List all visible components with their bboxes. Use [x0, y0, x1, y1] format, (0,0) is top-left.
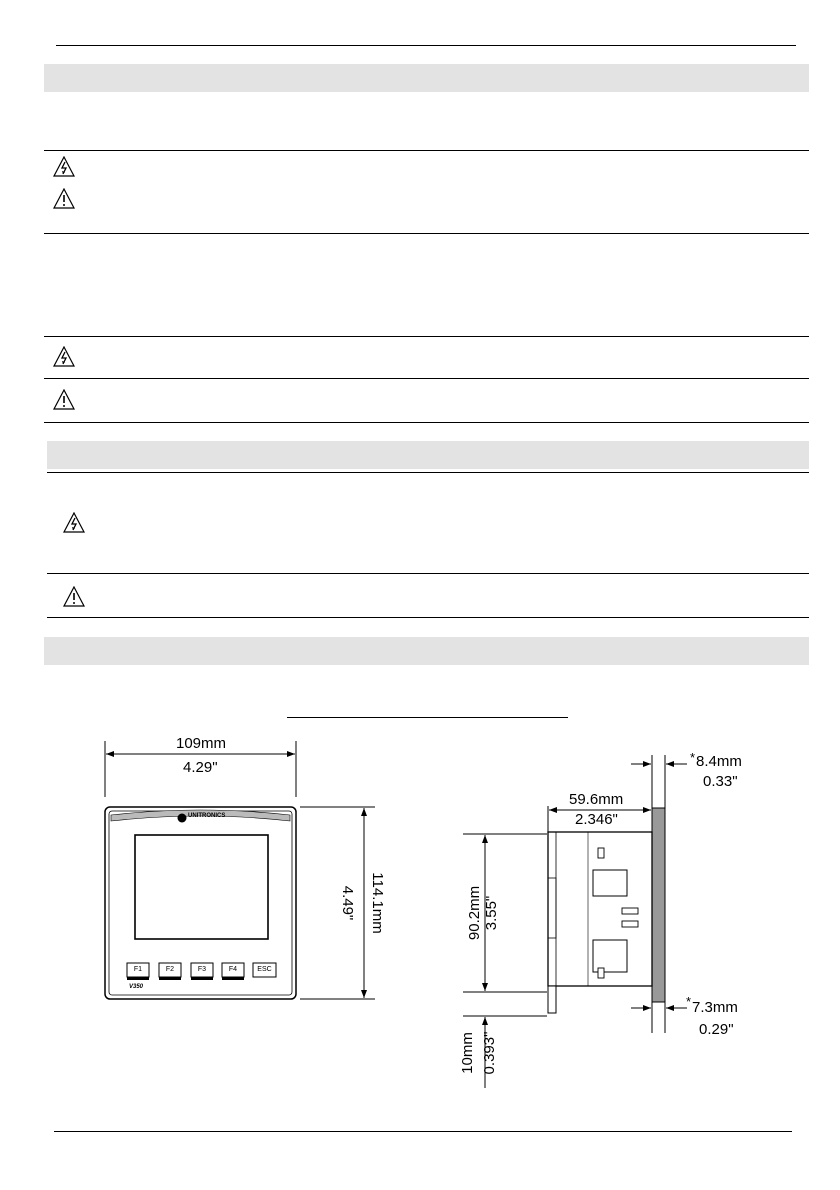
bottom-bezel-mm: 7.3mm	[692, 999, 738, 1016]
bottom-bezel-in: 0.29"	[699, 1021, 734, 1038]
divider	[44, 336, 809, 337]
model-label: V350	[129, 984, 144, 990]
electric-shock-warning-icon	[53, 156, 75, 178]
key-f4: F4	[228, 966, 238, 973]
clearance-in: 0.393"	[481, 1031, 498, 1075]
clearance-mm: 10mm	[459, 1032, 476, 1074]
divider	[44, 150, 809, 151]
side-depth-mm: 59.6mm	[569, 791, 624, 808]
section-header-band-1	[44, 64, 809, 92]
front-view-drawing	[95, 735, 395, 1015]
brand-logo-text: UNITRONICS	[188, 813, 226, 819]
bottom-bezel-mark: *	[686, 994, 692, 1009]
electric-shock-warning-icon	[63, 512, 85, 534]
caution-triangle-icon	[53, 389, 75, 411]
top-bezel-mark: *	[690, 750, 696, 765]
divider	[44, 378, 809, 379]
top-bezel-mm: 8.4mm	[696, 753, 742, 770]
divider	[47, 472, 809, 473]
section-header-band-3	[44, 637, 809, 665]
cutout-in: 3.55"	[483, 895, 500, 931]
key-f1: F1	[133, 966, 143, 973]
key-f2: F2	[165, 966, 175, 973]
section-header-band-2	[47, 441, 809, 469]
header-rule	[56, 45, 796, 46]
front-height-mm: 114.1mm	[369, 872, 386, 934]
divider	[47, 573, 809, 574]
key-f3: F3	[197, 966, 207, 973]
divider	[47, 617, 809, 618]
top-bezel-in: 0.33"	[703, 773, 738, 790]
side-view-drawing	[455, 750, 755, 1095]
caution-triangle-icon	[63, 586, 85, 608]
cutout-mm: 90.2mm	[466, 885, 483, 941]
front-height-in: 4.49"	[339, 885, 356, 921]
side-depth-in: 2.346"	[575, 811, 618, 828]
front-width-mm: 109mm	[176, 735, 227, 752]
caution-triangle-icon	[53, 188, 75, 210]
key-esc: ESC	[257, 966, 272, 973]
divider	[44, 233, 809, 234]
footer-rule	[54, 1131, 792, 1132]
electric-shock-warning-icon	[53, 346, 75, 368]
caption-underline	[287, 717, 568, 718]
divider	[44, 422, 809, 423]
front-width-in: 4.29"	[183, 759, 218, 776]
